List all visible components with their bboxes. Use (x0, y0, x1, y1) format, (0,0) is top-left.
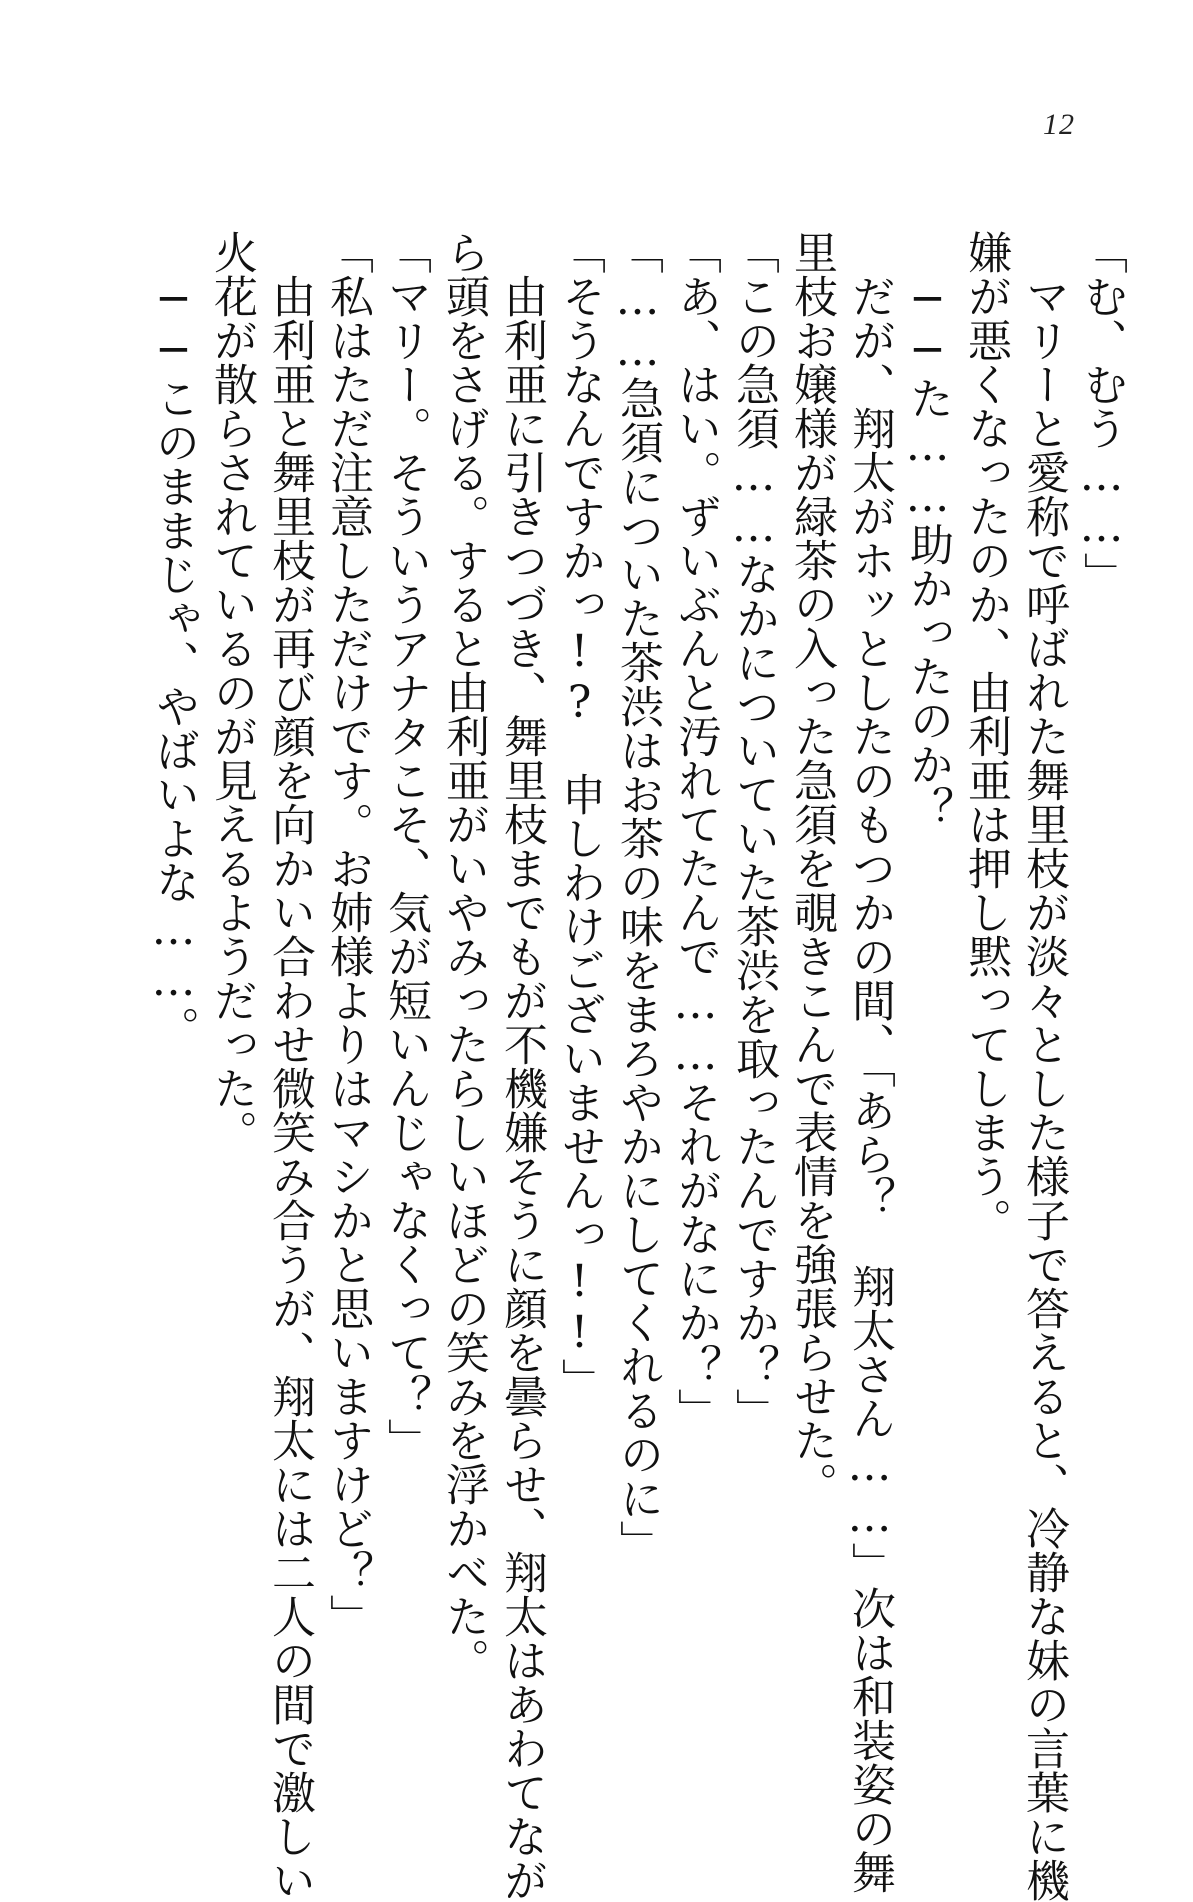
vertical-text-body (123, 230, 1127, 1902)
text-line-3: 嫌が悪くなったのか、由利亜は押し黙ってしまう。 (960, 230, 1011, 1242)
text-line-4: ──た……助かったのか？ (902, 274, 953, 830)
page-number: 12 (1043, 108, 1075, 141)
text-line-5: だが、翔太がホッとしたのもつかの間、「あら？ 翔太さん……」次は和装姿の舞 (844, 274, 895, 1894)
text-line-17: ──このままじゃ、やばいよな……。 (148, 274, 199, 1050)
text-line-1: 「む、むう……」 (1076, 230, 1127, 596)
text-line-14: 「私はただ注意しただけです。お姉様よりはマシかと思いますけど？」 (322, 230, 373, 1638)
text-line-6: 里枝お嬢様が緑茶の入った急須を覗きこんで表情を強張らせた。 (786, 230, 837, 1506)
text-line-10: 「そうなんですかっ!? 申しわけございませんっ!!」 (554, 230, 605, 1402)
text-line-11: 由利亜に引きつづき、舞里枝までもが不機嫌そうに顔を曇らせ、翔太はあわてなが (496, 274, 547, 1902)
text-line-16: 火花が散らされているのが見えるようだった。 (206, 230, 257, 1154)
text-line-2: マリーと愛称で呼ばれた舞里枝が淡々とした様子で答えると、冷静な妹の言葉に機 (1018, 274, 1069, 1902)
text-line-8: 「あ、はい。ずいぶんと汚れてたんで……それがなにか？」 (670, 230, 721, 1432)
text-line-7: 「この急須……なかについていた茶渋を取ったんですか？」 (728, 230, 779, 1432)
text-line-13: 「マリー。そういうアナタこそ、気が短いんじゃなくって？」 (380, 230, 431, 1462)
text-line-15: 由利亜と舞里枝が再び顔を向かい合わせ微笑み合うが、翔太には二人の間で激しい (264, 274, 315, 1902)
text-line-12: ら頭をさげる。すると由利亜がいやみったらしいほどの笑みを浮かべた。 (438, 230, 489, 1682)
text-line-9: 「……急須についた茶渋はお茶の味をまろやかにしてくれるのに」 (612, 230, 663, 1564)
